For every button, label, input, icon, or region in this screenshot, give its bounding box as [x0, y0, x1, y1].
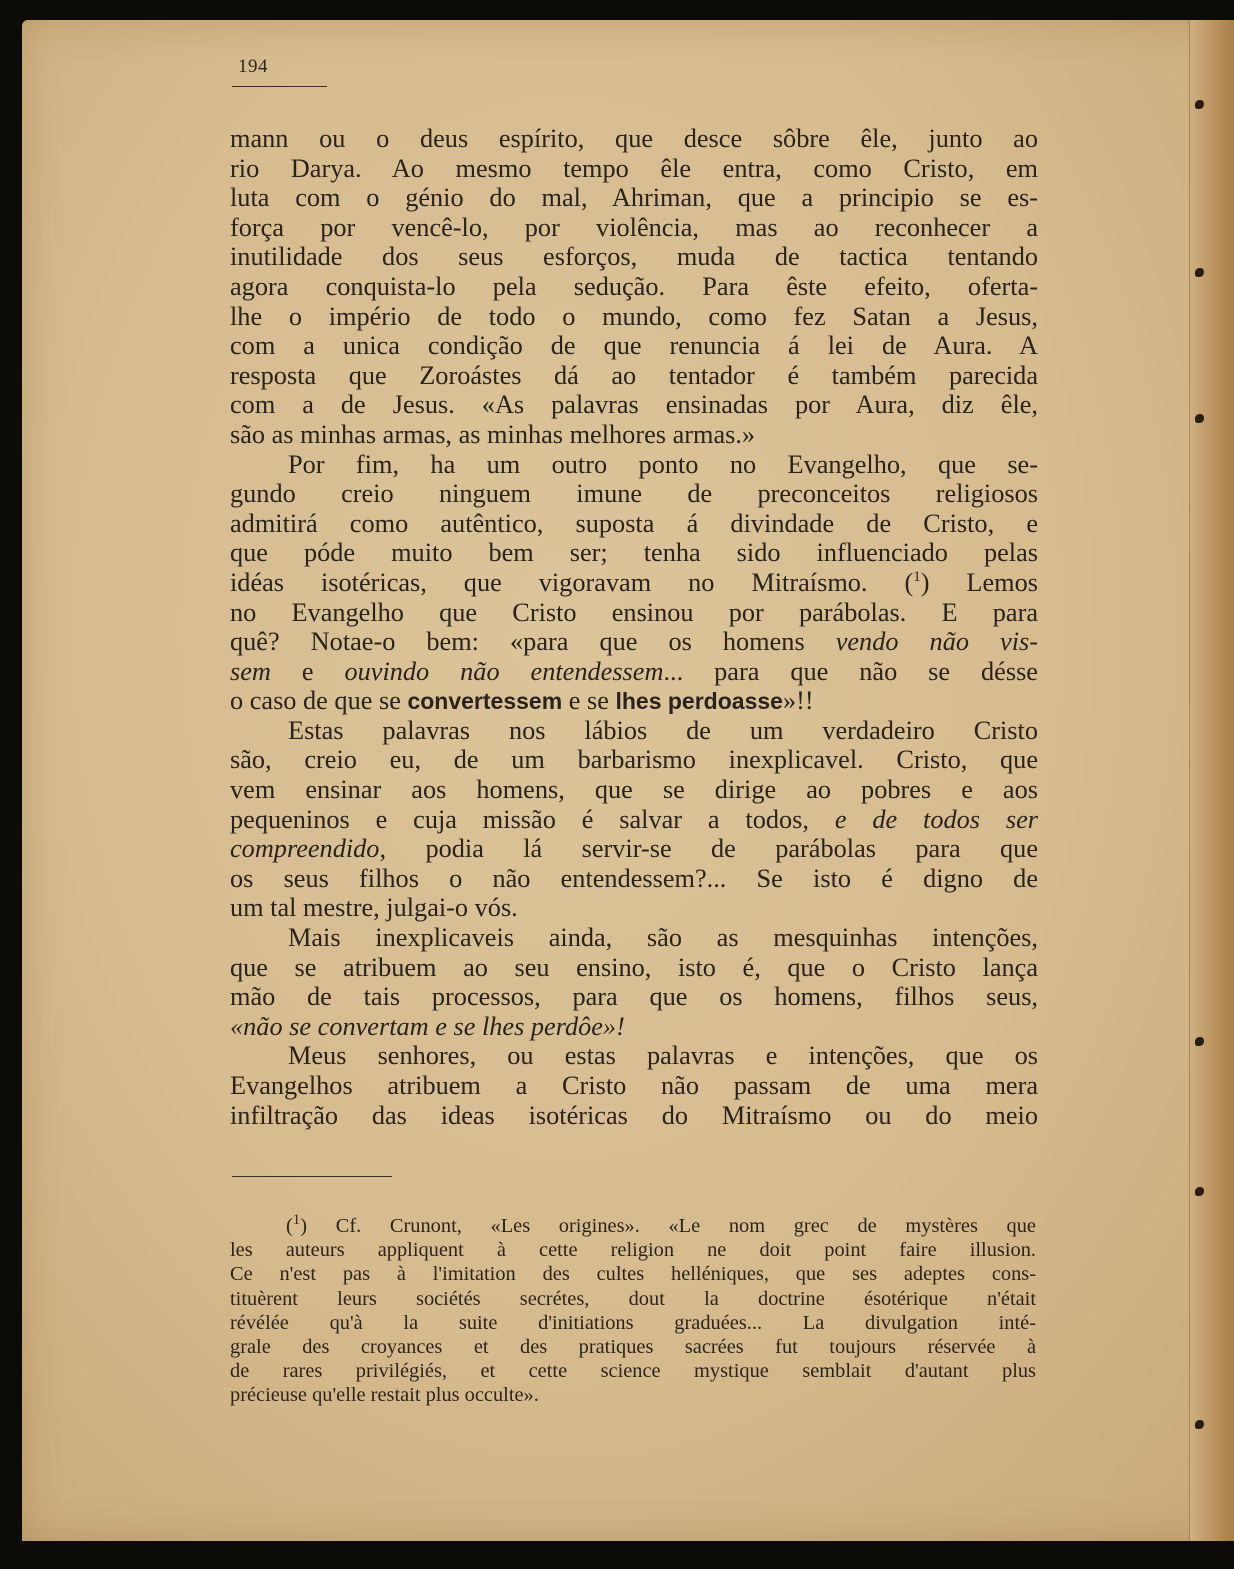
text-line: com a de Jesus. «As palavras ensinadas por Aura, diz êle, [230, 390, 1038, 420]
text-run: o caso de que se [230, 686, 408, 716]
text-line: Estas palavras nos lábios de um verdadeiro Cristo [288, 715, 1038, 745]
bold-run: convertessem [407, 688, 563, 715]
text-line: rio Darya. Ao mesmo tempo êle entra, como Cristo, em [230, 153, 1038, 183]
edge-mark [1195, 1187, 1204, 1196]
text-line: admitirá como autêntico, suposta á divindade de Cristo, e [230, 508, 1038, 538]
body-text [230, 124, 1038, 1130]
footnote-rule [232, 1176, 392, 1177]
edge-mark [1195, 268, 1204, 277]
text-run: e [270, 656, 345, 686]
text-line: mão de tais processos, para que os homens, filhos seus, [230, 982, 1038, 1012]
footnote [230, 1214, 1036, 1408]
text-run: ( [286, 1215, 293, 1237]
text-line: Evangelhos atribuem a Cristo não passam de uma mera [230, 1071, 1038, 1100]
text-line: luta com o génio do mal, Ahriman, que a principio se es- [230, 183, 1038, 213]
text-line: inutilidade dos seus esforços, muda de tactica tentando [230, 242, 1038, 272]
footnote-line: de rares privilégiés, et cette science mystique semblait d'autant plus [230, 1360, 1036, 1383]
text-line [230, 568, 1038, 598]
text-run: idéas isotéricas, que vigoravam no Mitraísmo. ( [230, 567, 914, 597]
edge-mark [1195, 1420, 1204, 1429]
text-line: lhe o império de todo o mundo, como fez Satan a Jesus, [230, 301, 1038, 331]
edge-mark [1195, 1037, 1204, 1046]
text-line: infiltração das ideas isotéricas do Mitraísmo ou do meio [230, 1100, 1038, 1130]
text-line: os seus filhos o não entendessem?... Se isto é digno de [230, 863, 1038, 893]
text-line: um tal mestre, julgai-o vós. [230, 893, 518, 923]
text-run: ) Cf. Crunont, «Les origines». «Le nom grec de mystères que [300, 1215, 1036, 1237]
footnote-line: Ce n'est pas à l'imitation des cultes helléniques, que ses adeptes cons- [230, 1263, 1036, 1286]
footnote-ref: 1 [913, 569, 921, 586]
page-edge [1189, 20, 1234, 1541]
text-line: são, creio eu, de um barbarismo inexplicavel. Cristo, que [230, 745, 1038, 775]
text-line: mann ou o deus espírito, que desce sôbre êle, junto ao [230, 124, 1038, 153]
page-number: 194 [238, 56, 268, 77]
italic-run: sem [230, 656, 271, 686]
text-line: gundo creio ninguem imune de preconceitos religiosos [230, 479, 1038, 509]
text-run: »!! [782, 686, 814, 716]
text-run: e se [562, 686, 616, 716]
italic-run: vendo não vis- [835, 627, 1038, 657]
text-line: com a unica condição de que renuncia á lei de Aura. A [230, 331, 1038, 361]
italic-run: «não se convertam e se lhes perdôe»! [230, 1011, 625, 1041]
text-line [230, 1012, 1038, 1042]
footnote-line: tituèrent leurs sociétés secrétes, dout la doctrine ésotérique n'était [230, 1287, 1036, 1310]
bold-run: lhes perdoasse [615, 688, 783, 715]
text-line: força por vencê-lo, por violência, mas ao reconhecer a [230, 212, 1038, 242]
italic-run: ouvindo não entendessem [344, 656, 664, 686]
footnote-mark: 1 [292, 1212, 301, 1229]
footnote-line: révélée qu'à la suite d'initiations graduées... La divulgation inté- [230, 1311, 1036, 1334]
italic-run: e de todos ser [834, 804, 1039, 834]
text-line [230, 627, 1038, 657]
edge-mark [1195, 100, 1204, 109]
text-line: são as minhas armas, as minhas melhores armas.» [230, 419, 756, 449]
text-run: ... para que não se désse [663, 656, 1038, 686]
text-line [230, 834, 1038, 864]
footnote-line [230, 1214, 1036, 1238]
text-line: resposta que Zoroástes dá ao tentador é também parecida [230, 360, 1038, 390]
text-line: que se atribuem ao seu ensino, isto é, que o Cristo lança [230, 952, 1038, 982]
text-line: Por fim, ha um outro ponto no Evangelho, que se- [288, 449, 1038, 479]
footnote-line: les auteurs appliquent à cette religion ne doit point faire illusion. [230, 1239, 1036, 1262]
text-run: podia lá servir-se de parábolas para que [386, 834, 1038, 864]
text-line [230, 805, 1038, 835]
text-run: quê? Notae-o bem: «para que os homens [230, 627, 836, 657]
text-line: vem ensinar aos homens, que se dirige ao pobres e aos [230, 775, 1038, 805]
footnote-line: grale des croyances et des pratiques sacrées fut toujours réservée à [230, 1335, 1036, 1358]
edge-mark [1195, 414, 1204, 423]
text-line [230, 686, 1038, 716]
footnote-line: précieuse qu'elle restait plus occulte». [230, 1384, 539, 1407]
text-run: ) Lemos [920, 567, 1038, 597]
text-line: agora conquista-lo pela sedução. Para êste efeito, oferta- [230, 271, 1038, 301]
text-line: no Evangelho que Cristo ensinou por parábolas. E para [230, 597, 1038, 627]
text-line: Mais inexplicaveis ainda, são as mesquinhas intenções, [288, 923, 1038, 953]
text-line: Meus senhores, ou estas palavras e intenções, que os [288, 1041, 1038, 1071]
text-run: pequeninos e cuja missão é salvar a todos, [230, 804, 835, 834]
italic-run: compreendido, [230, 834, 387, 864]
text-line [230, 657, 1038, 687]
header-rule [232, 86, 327, 87]
text-line: que póde muito bem ser; tenha sido influenciado pelas [230, 538, 1038, 568]
